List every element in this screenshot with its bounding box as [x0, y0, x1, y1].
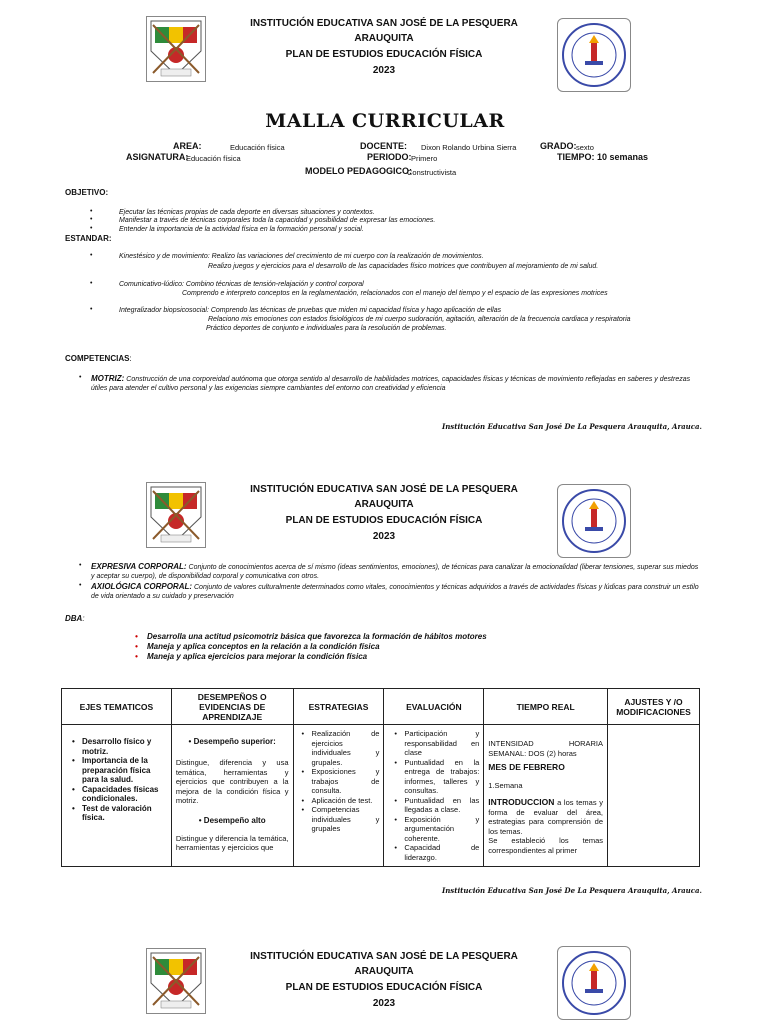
bullet-dot: •: [90, 208, 93, 215]
header-ejes: EJES TEMATICOS: [62, 689, 172, 725]
cell-ejes: [62, 725, 172, 867]
header-city: ARAUQUITA: [354, 33, 414, 44]
estrategia-item: • Exposiciones y trabajos de consulta.: [302, 767, 380, 796]
header-institution: INSTITUCIÓN EDUCATIVA SAN JOSÉ DE LA PESQUERA: [250, 18, 518, 29]
tiempo-mes: MES DE FEBRERO: [488, 762, 565, 772]
desempeno-alto-text: Distingue y diferencia la temática, herramientas y ejercicios que: [175, 833, 289, 852]
tiempo-extra: Se estableció los temas correspondientes al primer: [488, 836, 604, 855]
bullet-dot: •: [90, 225, 93, 232]
bullet-dot: •: [90, 252, 93, 259]
header-institution: INSTITUCIÓN EDUCATIVA SAN JOSÉ DE LA PESQUERA: [250, 951, 518, 962]
dba-item: • Maneja y aplica ejercicios para mejorar la condición física: [133, 652, 487, 662]
evaluacion-item: • Puntualidad en las llegadas a clase.: [394, 796, 479, 815]
header-city: ARAUQUITA: [354, 966, 414, 977]
header-plan: PLAN DE ESTUDIOS EDUCACIÓN FÍSICA: [285, 982, 483, 993]
cell-estrategias: [293, 725, 384, 867]
desempeno-superior-text: Distingue, diferencia y usa temática, herramientas y ejercicios que contribuyen a la mejora de la condición física y motriz.: [175, 758, 289, 805]
estandar-1-lead: Kinestésico y de movimiento: Realizo las variaciones del crecimiento de mi cuerpo con la realización de movimientos.: [119, 253, 484, 260]
objetivo-item-1: Ejecutar las técnicas propias de cada deporte en diversas situaciones y contextos.: [119, 209, 375, 216]
periodo-label: PERIODO:: [367, 152, 412, 162]
docente-value: Dixon Rolando Urbina Sierra: [421, 143, 517, 152]
dba-item: • Maneja y aplica conceptos en la relación a la condición física: [133, 642, 487, 652]
estrategia-item: • Aplicación de test.: [302, 796, 380, 806]
dba-heading: DBA:: [65, 614, 85, 623]
table-header-row: [62, 689, 700, 725]
header-tiempo: TIEMPO REAL: [484, 689, 608, 725]
evaluacion-item: • Puntualidad en la entrega de trabajos: informes, talleres y consultas.: [394, 758, 479, 796]
asignatura-value: Educación física: [186, 154, 241, 163]
header-year: 2023: [372, 998, 396, 1009]
estandar-2-rest: Comprendo e interpreto conceptos en la reglamentación, relacionados con el manejo del tiempo y el espacio de las expresiones motrices: [182, 290, 608, 297]
bullet-dot: •: [90, 306, 93, 313]
evaluacion-item: • Participación y responsabilidad en clase: [394, 729, 479, 758]
modelo-label: MODELO PEDAGOGICO:: [305, 166, 413, 176]
bullet-dot: •: [90, 280, 93, 287]
objetivo-heading: OBJETIVO:: [65, 188, 109, 197]
dba-item: • Desarrolla una actitud psicomotriz básica que favorezca la formación de hábitos motores: [133, 632, 487, 642]
header-city: ARAUQUITA: [354, 499, 414, 510]
header-year: 2023: [372, 65, 396, 76]
estandar-1-rest: Realizo juegos y ejercicios para el desarrollo de las capacidades físico motrices que contribuyen al mejoramiento de mi salud.: [208, 263, 599, 270]
competencias-heading: COMPETENCIAS:: [65, 354, 132, 363]
tiempo-intensidad: INTENSIDAD HORARIA SEMANAL: DOS (2) horas: [488, 739, 604, 758]
bullet-dot: •: [90, 216, 93, 223]
header-institution: INSTITUCIÓN EDUCATIVA SAN JOSÉ DE LA PESQUERA: [250, 484, 518, 495]
cell-tiempo: [484, 725, 608, 867]
estandar-3-rest-2: Práctico deportes de conjunto e individuales para la resolución de problemas.: [206, 325, 447, 332]
curriculum-table: [61, 688, 700, 867]
evaluacion-item: • Exposición y argumentación coherente.: [394, 815, 479, 844]
desempeno-alto-label: • Desempeño alto: [198, 815, 266, 825]
modelo-value: Constructivista: [407, 168, 457, 177]
desempeno-superior-label: • Desempeño superior:: [188, 737, 276, 746]
eje-item: • Desarrollo físico y motriz.: [72, 737, 167, 756]
school-shield-logo: [146, 16, 206, 82]
school-shield-logo: [146, 482, 206, 548]
estandar-2-lead: Comunicativo-lúdico: Combino técnicas de tensión-relajación y control corporal: [119, 281, 364, 288]
estrategia-item: • Realización de ejercicios individuales y grupales.: [302, 729, 380, 767]
dba-list: [133, 632, 487, 662]
footer-signature-1: Institución Educativa San José De La Pesquera Arauquita, Arauca.: [441, 422, 702, 431]
school-seal-logo: [557, 484, 631, 558]
header-evaluacion: EVALUACIÓN: [384, 689, 484, 725]
competencia-axiologica: AXIOLÓGICA CORPORAL: Conjunto de valores culturalmente determinados como vitales, conocimientos y técnicas adquiridos a través de actividades físicas y lúdicas para construir un estilo de vida orientado a su cuidado y preservación: [91, 582, 699, 600]
bullet-dot: •: [79, 582, 82, 589]
competencia-motriz: MOTRIZ: Construcción de una corporeidad autónoma que otorga sentido al desarrollo de habilidades motrices, capacidades físicas y técnicas de movimiento reflejadas en saberes y destrezas útiles para atender el cultivo personal y las exigencias siempre cambiantes del entorno con creatividad y eficiencia: [91, 374, 691, 392]
evaluacion-item: • Capacidad de liderazgo.: [394, 843, 479, 862]
competencia-expresiva: EXPRESIVA CORPORAL: Conjunto de conocimientos acerca de sí mismo (ideas sentimientos, emociones), de técnicas para canalizar la emocionalidad (liberar tensiones, superar sus miedos y aceptar su cuerpo), de disponibilidad corporal y comunicativa con otros.: [91, 562, 699, 580]
header-ajustes: AJUSTES Y /O MODIFICACIONES: [608, 689, 700, 725]
grado-label: GRADO:: [540, 141, 577, 151]
docente-label: DOCENTE:: [360, 141, 407, 151]
school-seal-logo: [557, 18, 631, 92]
area-value: Educación física: [230, 143, 285, 152]
school-shield-logo: [146, 948, 206, 1014]
header-desempenos: DESEMPEÑOS O EVIDENCIAS DE APRENDIZAJE: [171, 689, 293, 725]
objetivo-item-2: Manifestar a través de técnicas corporales toda la capacidad y posibilidad de expresar las emociones.: [119, 217, 436, 224]
grado-value: sexto: [576, 143, 594, 152]
cell-evaluacion: [384, 725, 484, 867]
page-title: MALLA CURRICULAR: [265, 110, 505, 132]
estandar-3-rest-1: Relaciono mis emociones con estados fisiológicos de mi cuerpo sudoración, agitación, alteración de la frecuencia cardiaca y respiratoria: [208, 316, 631, 323]
header-year: 2023: [372, 531, 396, 542]
tiempo-label: TIEMPO: 10 semanas: [557, 152, 649, 162]
footer-signature-2: Institución Educativa San José De La Pesquera Arauquita, Arauca.: [441, 886, 702, 895]
periodo-value: Primero: [411, 154, 438, 163]
header-plan: PLAN DE ESTUDIOS EDUCACIÓN FÍSICA: [285, 515, 483, 526]
estandar-3-lead: Integralizador biopsicosocial: Comprendo las técnicas de pruebas que miden mi capacidad física y hago aplicación de ellas: [119, 307, 502, 314]
tiempo-introduccion: INTRODUCCION a los temas y forma de evaluar del área, estrategias para comprensión de los temas.: [488, 797, 604, 836]
objetivo-item-3: Entender la importancia de la actividad física en la formación personal y social.: [119, 226, 364, 233]
eje-item: • Importancia de la preparación física para la salud.: [72, 756, 167, 785]
estandar-heading: ESTANDAR:: [65, 234, 112, 243]
asignatura-label: ASIGNATURA:: [126, 152, 189, 162]
area-label: AREA:: [173, 141, 202, 151]
bullet-dot: •: [79, 374, 82, 381]
school-seal-logo: [557, 946, 631, 1020]
estrategia-item: • Competencias individuales y grupales: [302, 805, 380, 834]
table-row: [62, 725, 700, 867]
cell-desempenos: [171, 725, 293, 867]
header-plan: PLAN DE ESTUDIOS EDUCACIÓN FÍSICA: [285, 49, 483, 60]
cell-ajustes: [608, 725, 700, 867]
header-estrategias: ESTRATEGIAS: [293, 689, 384, 725]
bullet-dot: •: [79, 562, 82, 569]
eje-item: • Test de valoración física.: [72, 804, 167, 823]
tiempo-semana: 1.Semana: [488, 781, 523, 790]
eje-item: • Capacidades físicas condicionales.: [72, 785, 167, 804]
